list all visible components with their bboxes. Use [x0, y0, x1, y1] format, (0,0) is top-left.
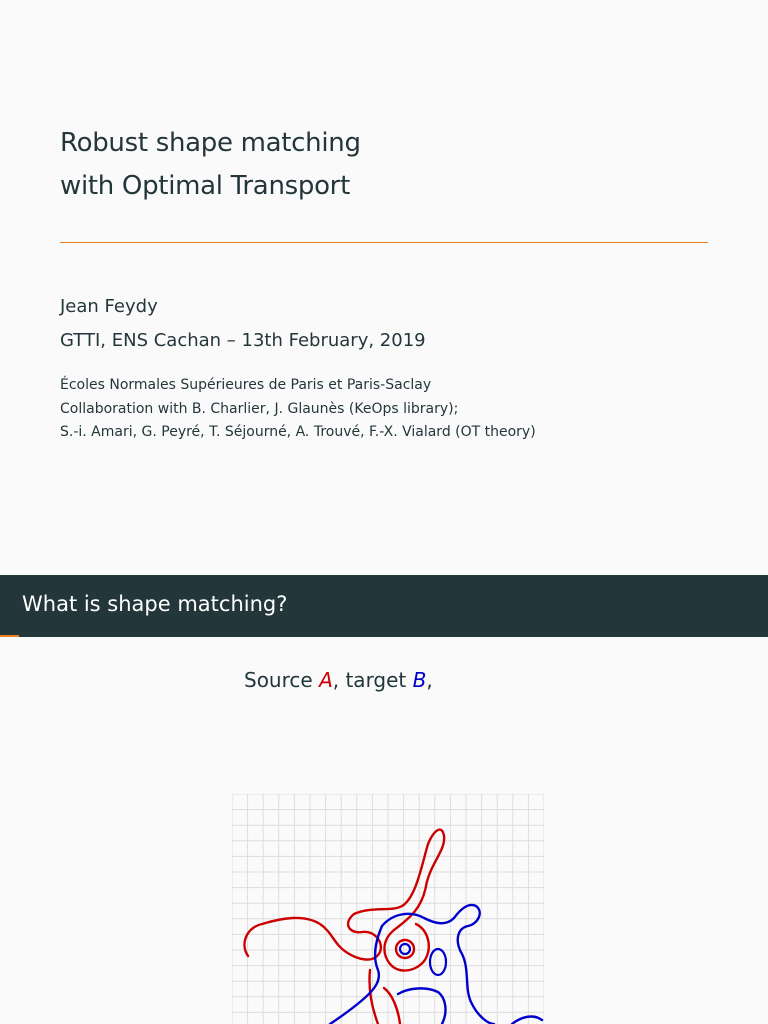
affiliations — [60, 374, 536, 445]
slide-title — [60, 122, 361, 208]
shape-figure — [232, 794, 544, 1024]
caption-suffix: , — [426, 668, 433, 692]
target-small-blob — [430, 949, 446, 975]
source-inner-ring — [396, 940, 414, 958]
affiliation-line: Collaboration with B. Charlier, J. Glaunès (KeOps library); — [60, 400, 459, 417]
target-inner-ring — [400, 944, 410, 954]
progress-bar — [0, 635, 19, 637]
caption-prefix: Source — [244, 668, 320, 692]
venue-date: GTTI, ENS Cachan – 13th February, 2019 — [60, 330, 426, 351]
source-symbol: A — [319, 668, 333, 692]
frame-title-bar — [0, 575, 768, 637]
frame-title: What is shape matching? — [22, 592, 288, 616]
title-line-1: Robust shape matching — [60, 128, 361, 158]
figure-caption — [244, 668, 433, 692]
target-symbol: B — [412, 668, 427, 692]
target-curve-b — [330, 905, 542, 1024]
caption-middle: , target — [332, 668, 413, 692]
title-line-2: with Optimal Transport — [60, 171, 350, 201]
title-divider — [60, 242, 708, 243]
affiliation-line: S.-i. Amari, G. Peyré, T. Séjourné, A. Trouvé, F.-X. Vialard (OT theory) — [60, 424, 536, 440]
affiliation-line: Écoles Normales Supérieures de Paris et Paris-Saclay — [60, 377, 432, 393]
author-name: Jean Feydy — [60, 296, 158, 317]
